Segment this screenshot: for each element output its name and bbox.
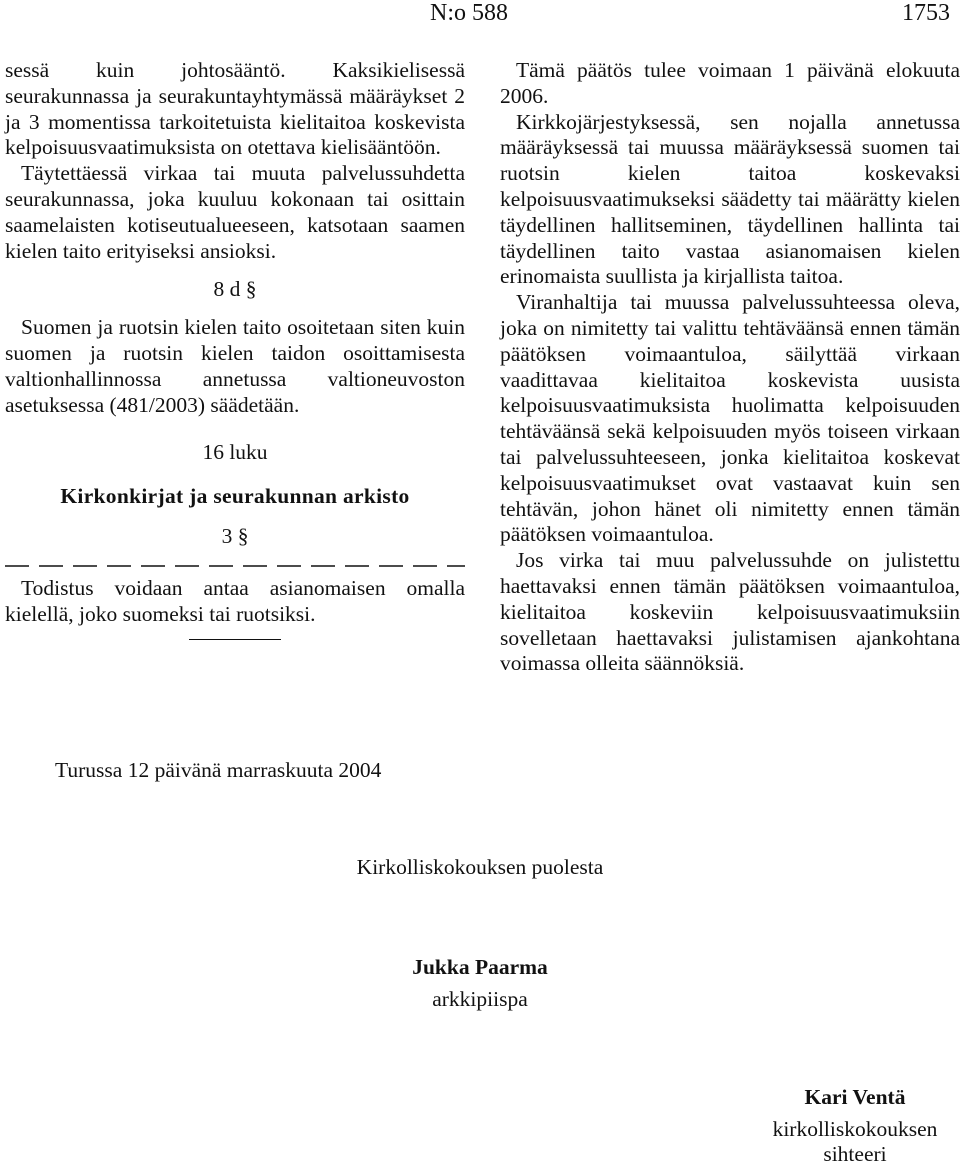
paragraph: Tämä päätös tulee voimaan 1 päivänä elokuuta 2006. [500, 58, 960, 108]
right-column [500, 58, 960, 677]
chapter-title: Kirkonkirjat ja seurakunnan arkisto [60, 484, 410, 509]
section-heading-8d: 8 d § [213, 277, 257, 302]
end-rule [189, 639, 281, 640]
signer2-title-line1: kirkolliskokouksen [772, 1117, 938, 1141]
document-number: N:o 588 [430, 0, 508, 26]
left-column [5, 58, 465, 640]
signer2-name: Kari Ventä [804, 1085, 906, 1109]
paragraph: Täytettäessä virkaa tai muuta palvelussuhdetta seurakunnassa, joka kuuluu kokonaan tai osittain saamelaisten kotiseutualueeseen, katsotaan saamen kielen taito erityiseksi ansioksi. [5, 161, 465, 263]
paragraph: Viranhaltija tai muussa palvelussuhteessa oleva, joka on nimitetty tai valittu tehtäväänsä ennen tämän päätöksen voimaantuloa, säilyttää virkaan vaadittavaa kielitaitoa koskevista uusista kelpoisuusvaatimuksista huolimatta kelpoisuuden tehtäväänsä sekä kelpoisuuden myös toiseen virkaan tai palvelussuhteeseen, jonka kielitaitoa koskevat kelpoisuusvaatimukset ovat vastaavat kuin sen tehtävän, johon hänet oli nimitetty ennen tämän päätöksen voimaantuloa. [500, 290, 960, 547]
chapter-number: 16 luku [202, 440, 268, 465]
paragraph: sessä kuin johtosääntö. Kaksikielisessä seurakunnassa ja seurakuntayhtymässä määräykset 2 ja 3 momentissa tarkoitetuista kielitaitoa koskevista kelpoisuusvaatimuksista on otettava kielisääntöön. [5, 58, 465, 160]
page-number: 1753 [902, 0, 950, 26]
omission-dashes [5, 554, 465, 568]
paragraph: Todistus voidaan antaa asianomaisen omalla kielellä, joko suomeksi tai ruotsiksi. [5, 575, 465, 626]
paragraph: Jos virka tai muu palvelussuhde on julistettu haettavaksi ennen tämän päätöksen voimaantuloa, kielitaitoa koskeviin kelpoisuusvaatimuksiin sovelletaan haettavaksi julistamisen ajankohtana voimassa olleita säännöksiä. [500, 548, 960, 676]
signer1-title: arkkipiispa [432, 987, 528, 1011]
paragraph: Suomen ja ruotsin kielen taito osoitetaan siten kuin suomen ja ruotsin kielen taidon osoittamisesta valtionhallinnossa annetussa valtioneuvoston asetuksessa (481/2003) säädetään. [5, 315, 465, 417]
section-heading-3: 3 § [221, 523, 249, 548]
signer1-name: Jukka Paarma [412, 955, 548, 979]
on-behalf: Kirkolliskokouksen puolesta [356, 855, 604, 879]
signer2-title-line2: sihteeri [823, 1142, 887, 1166]
place-date: Turussa 12 päivänä marraskuuta 2004 [55, 758, 382, 782]
paragraph: Kirkkojärjestyksessä, sen nojalla annetussa määräyksessä tai muussa määräyksessä suomen tai ruotsin kielen taitoa koskevaksi kelpoisuusvaatimukseksi säädetty tai määrätty kielen täydellinen hallitseminen, täydellinen hallinta tai täydellinen taito vastaa asianomaisen kielen erinomaista suullista ja kirjallista taitoa. [500, 109, 960, 289]
